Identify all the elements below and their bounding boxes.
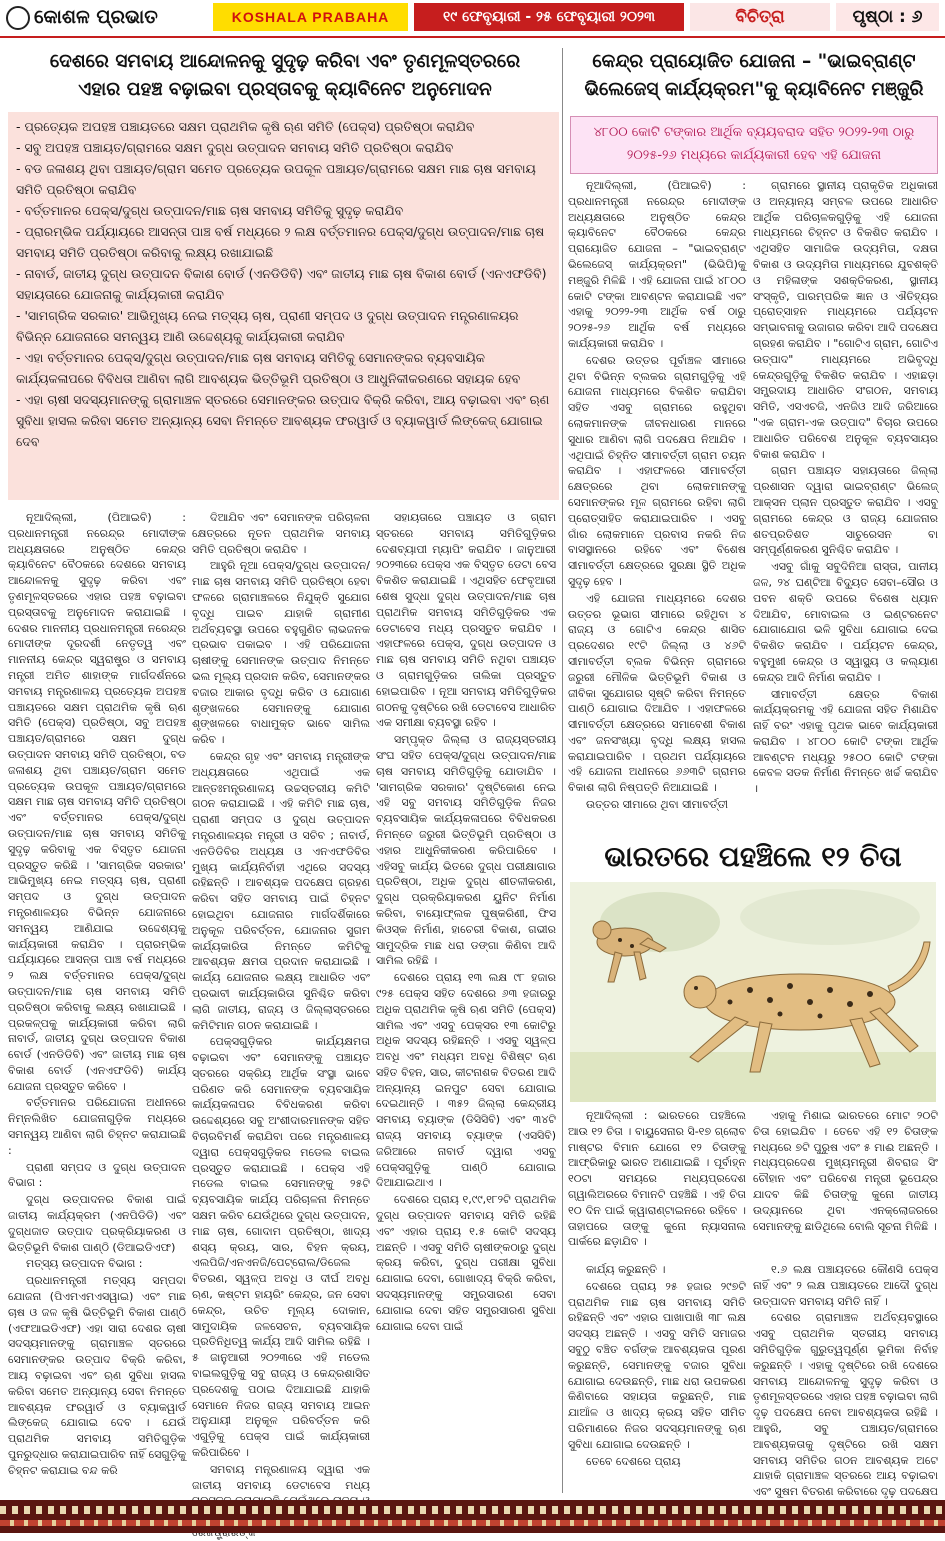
highlight-item: - ଏହା ବର୍ତ୍ତମାନର ପେକ୍ସ/ଦୁଗ୍ଧ ଉତ୍ପାଦନ/ମାଛ ଚାଷ ସମବାୟ ସମିତିକୁ ସେମାନଙ୍କର ବ୍ୟବସାୟିକ କାର୍ଯ୍ୟକଳାପରେ ବିବିଧତା ଆଣିବା ଲାଗି ଆବଶ୍ୟକ ଭିତ୍ତିଭୂମି ପ୍ରତିଷ୍ଠା ଓ ଆଧୁନିକୀକରଣରେ ସହାୟକ ହେବ xyxy=(16,350,521,386)
story2-subheadline: ୪୮୦୦ କୋଟି ଟଙ୍କାର ଆର୍ଥିକ ବ୍ୟୟବରାଦ ସହିତ ୨୦୨୨-୨୩ ଠାରୁ ୨୦୨୫-୨୬ ମଧ୍ୟରେ କାର୍ଯ୍ୟକାରୀ ହେବ ଏହି ଯୋଜନା xyxy=(570,116,938,174)
story1-headline xyxy=(10,48,560,104)
story3-column-1 xyxy=(568,1108,746,1258)
cheetah-photo xyxy=(570,882,936,1102)
paragraph: ନୂଆଦିଲ୍ଲୀ : ଭାରତରେ ପହଞ୍ଚିଲେ ଆଉ ୧୨ ଚିତା । ବାୟୁସେନାର ସି-୧୭ ଗ୍ଲୋବ ମାଷ୍ଟର ବିମାନ ଯୋଗେ ୧୨ ଚିତାଙ୍କୁ ଆଫ୍ରିକାରୁ ଭାରତ ଅଣାଯାଇଛି । ପୂର୍ବାହ୍ନ ୧୦ଟା ସମୟରେ ମଧ୍ୟପ୍ରଦେଶ ଗ୍ୱାଲିଅରରେ ବିମାନଟି ପହଞ୍ଚିଛି । ଏହି ଚିତା ୧୦ ଦିନ ପାଇଁ କ୍ୱାରାଣ୍ଟାଇନରେ ରହିବେ । ତାହାପରେ ତାଙ୍କୁ କୁନୋ ନ୍ୟାସନାଲ ପାର୍କରେ ଛଡ଼ାଯିବ । xyxy=(568,1109,746,1249)
highlight-item: - ସବୁ ଅପହଞ୍ଚ ପଞ୍ଚାୟତ/ଗ୍ରାମରେ ସକ୍ଷମ ଦୁଗ୍ଧ ଉତ୍ପାଦନ ସମବାୟ ସମିତି ପ୍ରତିଷ୍ଠା କରାଯିବ xyxy=(16,140,454,155)
decorative-footer-border xyxy=(0,1500,945,1533)
paragraph: ତେବେ ଦେଶରେ ପ୍ରାୟ xyxy=(586,1454,681,1468)
paragraph: ଦେଶରେ ପ୍ରାୟ ୧୩ ଲକ୍ଷ ୯୮ ହଜାର ୯୨୫ ପେକ୍ସ ସହିତ ଦେଶରେ ୬୩ ହଜାରରୁ ଅଧିକ ପ୍ରାଥମିକ କୃଷି ଋଣ ସମିତି (ପେକ୍ସ) ସାମିଲ ଏବଂ ଏସବୁ ପେକ୍ସର ୧୩ କୋଟିରୁ ଅଧିକ ସଦସ୍ୟ ରହିଛନ୍ତି । ଏସବୁ ସ୍ୱଳ୍ପ ଅବଧି ଏବଂ ମଧ୍ୟମ ଅବଧି ବିଶିଷ୍ଟ ଋଣ ସହିତ ବିହନ, ସାର, କୀଟନାଶକ ବିତରଣ ଆଦି ଅନ୍ୟାନ୍ୟ ଇନପୁଟ ସେବା ଯୋଗାଇ ଦେଇଥାନ୍ତି । ୩୫୨ ଜିଲ୍ଲା କେନ୍ଦ୍ରୀୟ ସମବାୟ ବ୍ୟାଙ୍କ (ଡିସିସିବି) ଏବଂ ୩୪ଟି ରାଜ୍ୟ ସମବାୟ ବ୍ୟାଙ୍କ (ଏସସିବି) ଜରିଆରେ ନାବାର୍ଡ ଦ୍ୱାରା ଏସବୁ ପେକ୍ସଗୁଡ଼ିକୁ ପାଣ୍ଠି ଯୋଗାଇ ଦିଆଯାଇଥାଏ । xyxy=(376,971,556,1190)
paragraph: ଦିଆଯିବ ଏବଂ ସେମାନଙ୍କ ପରିଚାଳନା କ୍ଷେତ୍ରରେ ନୂତନ ପ୍ରାଥମିକ ସମବାୟ ସମିତି ପ୍ରତିଷ୍ଠା କରାଯିବ । xyxy=(192,511,370,556)
paragraph: ୧.୬ ଲକ୍ଷ ପଞ୍ଚାୟତରେ କୌଣସି ପେକ୍ସ ନାହିଁ ଏବଂ ୨ ଲକ୍ଷ ପଞ୍ଚାୟତରେ ଆଦୌ ଦୁଗ୍ଧ ଉତ୍ପାଦନ ସମବାୟ ସମିତି ନାହିଁ । xyxy=(753,1263,938,1308)
paragraph: କେନ୍ଦ୍ର ଗୃହ ଏବଂ ସମବାୟ ମନ୍ତ୍ରୀଙ୍କ ଅଧ୍ୟକ୍ଷତାରେ ଏଥିପାଇଁ ଏକ ଆନ୍ତଃମନ୍ତ୍ରଣାଳୟ ଉଚ୍ଚସ୍ତରୀୟ କମିଟି ଗଠନ କରାଯାଇଛି । ଏହି କମିଟି ମାଛ ଚାଷ, ପ୍ରାଣୀ ସମ୍ପଦ ଓ ଦୁଗ୍ଧ ଉତ୍ପାଦନ ମନ୍ତ୍ରଣାଳୟର ମନ୍ତ୍ରୀ ଓ ସଚିବ ; ନାବାର୍ଡ, ଏନଡିଡିବିର ଅଧ୍ୟକ୍ଷ ଓ ଏନଏଫଡିବିର ମୁଖ୍ୟ କାର୍ଯ୍ୟନିର୍ବାହୀ ଏଥିରେ ସଦସ୍ୟ ରହିଛନ୍ତି । ଆବଶ୍ୟକ ପଦକ୍ଷେପ ଗ୍ରହଣ କରିବା ସହିତ ସମବାୟ ପାଇଁ ଚିହ୍ନଟ ହୋଇଥିବା ଯୋଜନାର ମାର୍ଗଦର୍ଶିକାରେ ଅନୁକୂଳ ପରିବର୍ତ୍ତନ, ଯୋଜନାର ସୁଗମ କାର୍ଯ୍ୟକାରିତା ନିମନ୍ତେ କମିଟିକୁ ଆବଶ୍ୟକ କ୍ଷମତା ପ୍ରଦାନ କରାଯାଇଛି । କାର୍ଯ୍ୟ ଯୋଜନାର ଲକ୍ଷ୍ୟ ଆଧାରିତ ଏବଂ ପ୍ରଭାବୀ କାର୍ଯ୍ୟକାରିତା ସୁନିଶ୍ଚିତ କରିବା ଲାଗି ଜାତୀୟ, ରାଜ୍ୟ ଓ ଜିଲ୍ଲାସ୍ତରରେ କମିଟିମାନ ଗଠନ କରାଯାଇଛି । xyxy=(192,749,370,1032)
newspaper-logo xyxy=(6,3,206,31)
story3-column-2 xyxy=(753,1108,938,1258)
section-name: ବିଚିତ୍ରା xyxy=(690,3,830,31)
paragraph: ପ୍ରାଣୀ ସମ୍ପଦ ଓ ଦୁଗ୍ଧ ଉତ୍ପାଦନ ବିଭାଗ : xyxy=(8,1160,186,1190)
masthead xyxy=(0,0,945,38)
story1-column-2 xyxy=(192,510,370,1495)
story1-continuation-column-1 xyxy=(568,1262,746,1494)
paragraph: ଗ୍ରାମ ପଞ୍ଚାୟତ ସହାୟତାରେ ଜିଲ୍ଲା ପ୍ରଶାସନ ଦ୍ୱାରା ଭାଇବ୍ରାଣ୍ଟ ଭିଲେଜ୍ ଆକ୍ସନ ପ୍ଲାନ ପ୍ରସ୍ତୁତ କରାଯିବ । ଏସବୁ ଗ୍ରାମରେ କେନ୍ଦ୍ର ଓ ରାଜ୍ୟ ଯୋଜନାର ଶତପ୍ରତିଶତ ସାଚୁରେସନ ବା ସମ୍ପୂର୍ଣ୍ଣକରଣ ସୁନିଶ୍ଚିତ କରାଯିବ । xyxy=(753,464,938,557)
story3-headline: ଭାରତରେ ପହଞ୍ଚିଲେ ୧୨ ଚିତା xyxy=(604,840,902,873)
column-divider xyxy=(562,48,563,1493)
paragraph: ସମ୍ପୃକ୍ତ ଜିଲ୍ଲା ଓ ରାଜ୍ୟସ୍ତରୀୟ ସଂଘ ସହିତ ପେକ୍ସ/ଦୁଗ୍ଧ ଉତ୍ପାଦନ/ମାଛ ଚାଷ ସମବାୟ ସମିତିଗୁଡ଼ିକୁ ଯୋଡାଯିବ । 'ସାମଗ୍ରିକ ସରକାର' ଦୃଷ୍ଟିକୋଣ ନେଇ ଏହି ସବୁ ସମବାୟ ସମିତିଗୁଡ଼ିକ ନିଜର ବ୍ୟବସାୟିକ କାର୍ଯ୍ୟକଳାପରେ ବିବିଧକରଣ ନିମନ୍ତେ ଜରୁରୀ ଭିତ୍ତିଭୂମି ପ୍ରତିଷ୍ଠା ଓ ଏହାର ଆଧୁନିକୀକରଣ କରିପାରିବେ । ଏହିସବୁ କାର୍ଯ୍ୟ ଭିତରେ ଦୁଗ୍ଧ ପରୀକ୍ଷାଗାର ପ୍ରତିଷ୍ଠା, ଅଧିକ ଦୁଗ୍ଧ ଶୀତଳୀକରଣ, ଦୁଗ୍ଧ ପ୍ରକ୍ରିୟାକରଣ ୟୁନିଟ ନିର୍ମାଣ କରିବା, ବାୟୋଫ୍ଲକ ପୁଷ୍କରିଣୀ, ଫିସ କିଓସ୍କ ନିର୍ମାଣ, ହାଚେରୀ ବିକାଶ, ଗଭୀର ସାମୁଦ୍ରିକ ମାଛ ଧରା ଡଙ୍ଗା କିଣିବା ଆଦି ସାମିଲ ରହିଛି । xyxy=(376,733,556,968)
paragraph: ଆହୁରି ନୂଆ ପେକ୍ସ/ଦୁଗ୍ଧ ଉତ୍ପାଦନ/ମାଛ ଚାଷ ସମବାୟ ସମିତି ପ୍ରତିଷ୍ଠା ହେବା ଫଳରେ ଗ୍ରାମାଞ୍ଚଳରେ ନିଯୁକ୍ତି ସୁଯୋଗ ବୃଦ୍ଧି ପାଇବ ଯାହାକି ଗ୍ରାମୀଣ ଅର୍ଥବ୍ୟବସ୍ଥା ଉପରେ ବହୁଗୁଣିତ ଲାଭଜନକ ପ୍ରଭାବ ପକାଇବ । ଏହି ପରିଯୋଜନା ଚାଷୀଙ୍କୁ ସେମାନଙ୍କ ଉତ୍ପାଦ ନିମନ୍ତେ ଭଲ ମୂଲ୍ୟ ପ୍ରଦାନ କରିବ, ସେମାନଙ୍କର ବଜାର ଆକାର ବୃଦ୍ଧି କରିବ ଓ ଯୋଗାଣ ଶୃଙ୍ଖଳରେ ସେମାନଙ୍କୁ ଯୋଗାଣ ଶୃଙ୍ଖଳରେ ବାଧାମୁକ୍ତ ଭାବେ ସାମିଲ କରିବ । xyxy=(192,559,370,747)
paragraph: ଦେଶରେ ପ୍ରାୟ ୨୫ ହଜାର ୨୯୭ଟି ପ୍ରାଥମିକ ମାଛ ଚାଷ ସମବାୟ ସମିତି ରହିଛନ୍ତି ଏବଂ ଏହାର ପାଖାପାଖି ୩୮ ଲକ୍ଷ ସଦସ୍ୟ ଅଛନ୍ତି । ଏସବୁ ସମିତି ସମାଜର ସବୁଠୁ ବଞ୍ଚିତ ବର୍ଗଙ୍କ ଆବଶ୍ୟକତା ପୂରଣ କରୁଛନ୍ତି, ସେମାନଙ୍କୁ ବଜାର ସୁବିଧା ଯୋଗାଇ ଦେଉଛନ୍ତି, ମାଛ ଧରା ଉପକରଣ କିଣିବାରେ ସହାୟତା କରୁଛନ୍ତି, ମାଛ ଯାଆଁଳ ଓ ଖାଦ୍ୟ କ୍ରୟ ସହିତ ସୀମିତ ପରିମାଣରେ ନିଜର ସଦସ୍ୟମାନଙ୍କୁ ଋଣ ସୁବିଧା ଯୋଗାଇ ଦେଉଛନ୍ତି । xyxy=(568,1279,746,1451)
paragraph: ଦେଶର ଗ୍ରାମାଞ୍ଚଳ ଅର୍ଥବ୍ୟବସ୍ଥାରେ ଏସବୁ ପ୍ରାଥମିକ ସ୍ତରୀୟ ସମବାୟ ସମିତିଗୁଡ଼ିକ ଗୁରୁତ୍ୱପୂର୍ଣ୍ଣ ଭୂମିକା ନିର୍ବାହ କରୁଛନ୍ତି । ଏହାକୁ ଦୃଷ୍ଟିରେ ରଖି ଦେଶରେ ସମବାୟ ଆନ୍ଦୋଳନକୁ ସୁଦୃଢ଼ କରିବା ଓ ତୃଣମୂଳସ୍ତରରେ ଏହାର ପହଞ୍ଚ ବଢ଼ାଇବା ଲାଗି ଦୃଢ଼ ପଦକ୍ଷେପ ନେବା ଆବଶ୍ୟକତା ରହିଛି । ଆହୁରି, ସବୁ ପଞ୍ଚାୟତ/ଗ୍ରାମରେ ଆବଶ୍ୟକତାକୁ ଦୃଷ୍ଟିରେ ରଖି ସକ୍ଷମ ସମବାୟ ସମିତିର ଗଠନ ଆବଶ୍ୟକ ଅଟେ ଯାହାକି ଗ୍ରାମାଞ୍ଚଳ ସ୍ତରରେ ଆୟ ବଢ଼ାଇବା ଏବଂ ସୁଷମ ବିତରଣ କରିବାରେ ଦୃଢ଼ ପଦକ୍ଷେପ xyxy=(753,1311,938,1499)
brand-name: KOSHALA PRABAHA xyxy=(213,3,408,31)
story1-column-3 xyxy=(376,510,556,1495)
highlight-item: - ବଡ ଜଳାଶୟ ଥିବା ପଞ୍ଚାୟତ/ଗ୍ରାମ ସମେତ ପ୍ରତ୍ୟେକ ଉପକୂଳ ପଞ୍ଚାୟତ/ଗ୍ରାମରେ ସକ୍ଷମ ମାଛ ଚାଷ ସମବାୟ ସମିତି ପ୍ରତିଷ୍ଠା କରାଯିବ xyxy=(16,161,536,197)
paragraph: ଦେଶର ଉତ୍ତର ପୂର୍ବାଞ୍ଚଳ ସୀମାରେ ଥିବା ବିଭିନ୍ନ ବ୍ଲକର ଗ୍ରାମଗୁଡ଼ିକୁ ଏହି ଯୋଜନା ମାଧ୍ୟମରେ ବିକଶିତ କରାଯିବା ସହିତ ଏସବୁ ଗ୍ରାମରେ ରହୁଥିବା ଲୋକମାନଙ୍କ ଜୀବନଧାରଣ ମାନରେ ସୁଧାର ଆଣିବା ଲାଗି ପଦକ୍ଷେପ ନିଆଯିବ । ଏଥିପାଇଁ ଚିହ୍ନିତ ସୀମାବର୍ତ୍ତୀ ଗ୍ରାମ ଚୟନ କରାଯିବ । ଏହାଫଳରେ ସୀମାବର୍ତ୍ତୀ କ୍ଷେତ୍ରରେ ଥିବା ଲୋକମାନଙ୍କୁ ସେମାନଙ୍କର ମୂଳ ଗ୍ରାମରେ ରହିବା ଲାଗି ପ୍ରୋତ୍ସାହିତ କରାଯାଇପାରିବ । ଏସବୁ ଗାଁର ଲୋକମାନେ ପ୍ରବାସ ନକରି ନିଜ ବାସସ୍ଥାନରେ ରହିବେ ଏବଂ ବିଶେଷ ସୀମାବର୍ତ୍ତୀ କ୍ଷେତ୍ରରେ ସୁରକ୍ଷା ସ୍ଥିତି ଅଧିକ ସୁଦୃଢ଼ ହେବ । xyxy=(568,353,746,588)
logo-text: କୋଶଳ ପ୍ରଭାତ xyxy=(34,6,158,28)
highlight-item: - ବର୍ତ୍ତମାନର ପେକ୍ସ/ଦୁଗ୍ଧ ଉତ୍ପାଦନ/ମାଛ ଚାଷ ସମବାୟ ସମିତିକୁ ସୁଦୃଢ଼ କରାଯିବ xyxy=(16,203,404,218)
highlight-item: - ନାବାର୍ଡ, ଜାତୀୟ ଦୁଗ୍ଧ ଉତ୍ପାଦନ ବିକାଶ ବୋର୍ଡ (ଏନଡିଡିବି) ଏବଂ ଜାତୀୟ ମାଛ ଚାଷ ବିକାଶ ବୋର୍ଡ (ଏନଏଫଡିବି) ସହାୟତାରେ ଯୋଜନାକୁ କାର୍ଯ୍ୟକାରୀ କରାଯିବ xyxy=(16,266,547,302)
story1-highlights-box xyxy=(8,112,559,500)
paragraph: ଉତ୍ତର ସୀମାରେ ଥିବା ସୀମାବର୍ତ୍ତୀ xyxy=(586,798,728,812)
story1-continuation-column-2 xyxy=(753,1262,938,1499)
paragraph: ମତ୍ସ୍ୟ ଉତ୍ପାଦନ ବିଭାଗ : xyxy=(26,1257,143,1271)
story2-column-1 xyxy=(568,178,746,826)
paragraph: ଦେଶରେ ପ୍ରାୟ ୧,୯୯,୧୮୨ଟି ପ୍ରାଥମିକ ଦୁଗ୍ଧ ଉତ୍ପାଦନ ସମବାୟ ସମିତି ରହିଛି ଏବଂ ଏହାର ପ୍ରାୟ ୧.୫ କୋଟି ସଦସ୍ୟ ଅଛନ୍ତି । ଏସବୁ ସମିତି ଚାଷୀଙ୍କଠାରୁ ଦୁଗ୍ଧ କ୍ରୟ କରିବା, ଦୁଗ୍ଧ ପରୀକ୍ଷା ସୁବିଧା ଯୋଗାଇ ଦେବା, ଗୋଖାଦ୍ୟ ବିକ୍ରି କରିବା, ସଦସ୍ୟମାନଙ୍କୁ ସମ୍ପ୍ରସାରଣ ସେବା ଯୋଗାଇ ଦେବା ସହିତ ସମ୍ପ୍ରସାରଣ ସୁବିଧା ଯୋଗାଇ ଦେବା ପାଇଁ xyxy=(376,1193,556,1333)
highlight-item: - ପ୍ରତ୍ୟେକ ଅପହଞ୍ଚ ପଞ୍ଚାୟତରେ ସକ୍ଷମ ପ୍ରାଥମିକ କୃଷି ଋଣ ସମିତି (ପେକ୍ସ) ପ୍ରତିଷ୍ଠା କରାଯିବ xyxy=(16,119,475,134)
paragraph: କାର୍ଯ୍ୟ କରୁଛନ୍ତି । xyxy=(586,1263,666,1276)
issue-dates: ୧୯ ଫେବୃୟାରୀ - ୨୫ ଫେବୃୟାରୀ ୨୦୨୩ xyxy=(414,3,684,31)
highlight-item: - ପ୍ରାରମ୍ଭିକ ପର୍ଯ୍ୟାୟରେ ଆସନ୍ତା ପାଞ୍ଚ ବର୍ଷ ମଧ୍ୟରେ ୨ ଲକ୍ଷ ବର୍ତ୍ତମାନର ପେକ୍ସ/ଦୁଗ୍ଧ ଉତ୍ପାଦନ/ମାଛ ଚାଷ ସମବାୟ ସମିତି ପ୍ରତିଷ୍ଠା କରିବାକୁ ଲକ୍ଷ୍ୟ ରଖାଯାଇଛି xyxy=(16,224,545,260)
highlight-item: - ଏହା ଚାଷୀ ସଦସ୍ୟମାନଙ୍କୁ ଗ୍ରାମାଞ୍ଚଳ ସ୍ତରରେ ସେମାନଙ୍କର ଉତ୍ପାଦ ବିକ୍ରି କରିବା, ଆୟ ବଢ଼ାଇବା ଏବଂ ଋଣ ସୁବିଧା ହାସଲ କରିବା ସମେତ ଅନ୍ୟାନ୍ୟ ସେବା ନିମନ୍ତେ ଆବଶ୍ୟକ ଫରୱାର୍ଡ ଓ ବ୍ୟାକୱାର୍ଡ ଲିଙ୍କେଜ୍ ଯୋଗାଇ ଦେବ xyxy=(16,392,550,449)
story2-column-2 xyxy=(753,178,938,826)
paragraph: ପ୍ରଧାନମନ୍ତ୍ରୀ ମତ୍ସ୍ୟ ସମ୍ପଦା ଯୋଜନା (ପିଏମଏମଏସୱାଇ) ଏବଂ ମାଛ ଚାଷ ଓ ଜଳ କୃଷି ଭିତ୍ତିଭୂମି ବିକାଶ ପାଣ୍ଠି (ଏଫଆଇଡିଏଫ) ଏହା ସାରା ଦେଶର ଚାଷୀ ସଦସ୍ୟମାନଙ୍କୁ ଗ୍ରାମାଞ୍ଚଳ ସ୍ତରରେ ସେମାନଙ୍କର ଉତ୍ପାଦ ବିକ୍ରି କରିବା, ଆୟ ବଢ଼ାଇବା ଏବଂ ଋଣ ସୁବିଧା ହାସଲ କରିବା ସମେତ ଅନ୍ୟାନ୍ୟ ସେବା ନିମନ୍ତେ ଆବଶ୍ୟକ ଫରୱାର୍ଡ ଓ ବ୍ୟାକୱାର୍ଡ ଲିଙ୍କେଜ୍ ଯୋଗାଇ ଦେବ । ଯେଉଁ ପ୍ରାଥମିକ ସମବାୟ ସମିତିଗୁଡ଼ିକ ପୁନରୁଦ୍ଧାର କରାଯାଇପାରିବ ନାହିଁ ସେଗୁଡ଼ିକୁ ଚିହ୍ନଟ କରାଯାଇ ବନ୍ଦ କରି xyxy=(8,1274,186,1477)
story2-headline xyxy=(568,48,940,104)
paragraph: ଗ୍ରାମରେ ସ୍ଥାନୀୟ ପ୍ରାକୃତିକ ଅଧିକାରୀ ଓ ଅନ୍ୟାନ୍ୟ ସମ୍ବଳ ଉପରେ ଆଧାରିତ ଆର୍ଥିକ ପରିଚାଳକଗୁଡ଼ିକୁ ଏହି ଯୋଜନା ମାଧ୍ୟମରେ ଚିହ୍ନଟ ଓ ବିକଶିତ କରାଯିବ । ଏଥିସହିତ ସାମାଜିକ ଉଦ୍ୟମିତା, ଦକ୍ଷତା ବିକାଶ ଓ ଉଦ୍ୟମିତା ମାଧ୍ୟମରେ ଯୁବଶକ୍ତି ଓ ମହିଳାଙ୍କ ସଶକ୍ତିକରଣ, ସ୍ଥାନୀୟ ସଂସ୍କୃତି, ପାରମ୍ପରିକ ଜ୍ଞାନ ଓ ଐତିହ୍ୟର ପ୍ରୋତ୍ସାହନ ମାଧ୍ୟମରେ ପର୍ଯ୍ୟଟନ ସମ୍ଭାବନାକୁ ଉଜାଗର କରିବା ଆଦି ପଦକ୍ଷେପ ଗ୍ରହଣ କରାଯିବ । "ଗୋଟିଏ ଗ୍ରାମ, ଗୋଟିଏ ଉତ୍ପାଦ" ମାଧ୍ୟମରେ ଅଭିବୃଦ୍ଧି କେନ୍ଦ୍ରଗୁଡ଼ିକୁ ବିକଶିତ କରାଯିବ । ଏହାଛଡ଼ା ସମ୍ପ୍ରଦାୟ ଆଧାରିତ ସଂଗଠନ, ସମବାୟ ସମିତି, ଏସଏଚଜି, ଏନଜିଓ ଆଦି ଜରିଆରେ "ଏକ ଗ୍ରାମ-ଏକ ଉତ୍ପାଦ" ବିଚାର ଉପରେ ଆଧାରିତ ପରିବେଶ ଅନୁକୂଳ ବ୍ୟବସାୟର ବିକାଶ କରାଯିବ । xyxy=(753,179,938,461)
page-number: ପୃଷ୍ଠା : ୬ xyxy=(836,3,939,31)
paragraph: ଏହି ଯୋଜନା ମାଧ୍ୟମରେ ଦେଶର ଉତ୍ତର ଭୂଭାଗ ସୀମାରେ ରହିଥିବା ୪ ରାଜ୍ୟ ଓ ଗୋଟିଏ କେନ୍ଦ୍ର ଶାସିତ ପ୍ରଦେଶର ୧୯ଟି ଜିଲ୍ଲା ଓ ୪୬ଟି ସୀମାବର୍ତ୍ତୀ ବ୍ଲକ ବିଭିନ୍ନ ଗ୍ରାମରେ ଜରୁରୀ ମୌଳିକ ଭିତ୍ତିଭୂମି ବିକାଶ ଓ ଜୀବିକା ସୁଯୋଗର ସୃଷ୍ଟି କରିବା ନିମନ୍ତେ ପାଣ୍ଠି ଯୋଗାଇ ଦିଆଯିବ । ଏହାଫଳରେ ସୀମାବର୍ତ୍ତୀ କ୍ଷେତ୍ରରେ ସମାବେଶୀ ବିକାଶ ଏବଂ ଜନସଂଖ୍ୟା ବୃଦ୍ଧି ଲକ୍ଷ୍ୟ ହାସଲ କରାଯାଇପାରିବ । ପ୍ରଥମ ପର୍ଯ୍ୟାୟରେ ଏହି ଯୋଜନା ଅଧୀନରେ ୬୬୩ଟି ଗ୍ରାମର ବିକାଶ ଲାଗି ନିଷ୍ପତ୍ତି ନିଆଯାଇଛି । xyxy=(568,591,746,795)
footer-pattern-band xyxy=(0,1520,945,1526)
paragraph: ଦୁଗ୍ଧ ଉତ୍ପାଦନର ବିକାଶ ପାଇଁ ଜାତୀୟ କାର୍ଯ୍ୟକ୍ରମ (ଏନପିଡିଡି) ଏବଂ ଦୁଗ୍ଧଜାତ ଉତ୍ପାଦ ପ୍ରକ୍ରିୟାକରଣ ଓ ଭିତ୍ତିଭୂମି ବିକାଶ ପାଣ୍ଠି (ଡିଆଇଡିଏଫ) xyxy=(8,1193,186,1254)
paragraph: ବର୍ତ୍ତମାନର ପରିଯୋଜନା ଅଧୀନରେ ନିମ୍ନଲିଖିତ ଯୋଜନାଗୁଡ଼ିକ ମଧ୍ୟରେ ସମନ୍ୱୟ ଆଣିବା ଲାଗି ଚିହ୍ନଟ କରାଯାଇଛି : xyxy=(8,1096,186,1157)
paragraph: ପେକ୍ସଗୁଡ଼ିକର କାର୍ଯ୍ୟକ୍ଷମତା ବଢ଼ାଇବା ଏବଂ ସେମାନଙ୍କୁ ପଞ୍ଚାୟତ ସ୍ତରରେ ସକ୍ରିୟ ଆର୍ଥିକ ସଂସ୍ଥା ଭାବେ ପରିଣତ କରି ସେମାନଙ୍କ ବ୍ୟବସାୟିକ କାର୍ଯ୍ୟକଳାପର ବିବିଧକରଣ କରିବା ଉଦ୍ଦେଶ୍ୟରେ ସବୁ ଅଂଶୀଦାରମାନଙ୍କ ସହିତ ବିଚାରବିମର୍ଶ କରାଯିବା ପରେ ମନ୍ତ୍ରଣାଳୟ ଦ୍ୱାରା ପେକ୍ସଗୁଡ଼ିକର ମଡେଲ ବାଇଲ ପ୍ରସ୍ତୁତ କରାଯାଇଛି । ପେକ୍ସ ଏହି ମଡେଲ ବାଇଲ ସେମାନଙ୍କୁ ୨୫ଟି ବ୍ୟବସାୟିକ କାର୍ଯ୍ୟ ପରିଚାଳନା ନିମନ୍ତେ ସକ୍ଷମ କରିବ ଯେଉଁଥିରେ ଦୁଗ୍ଧ ଉତ୍ପାଦନ, ମାଛ ଚାଷ, ଗୋଦାମ ପ୍ରତିଷ୍ଠା, ଖାଦ୍ୟ ଶସ୍ୟ କ୍ରୟ, ସାର, ବିହନ କ୍ରୟ, ଏଲପିଜି/ଏନଏନଜି/ପେଟ୍ରୋଲ/ଡିଜେଲ ବିତରଣ, ସ୍ୱଳ୍ପ ଅବଧି ଓ ଦୀର୍ଘ ଅବଧି ଋଣ, କଷ୍ଟମ ହାୟରିଂ କେନ୍ଦ୍ର, ଜନ ସେବା କେନ୍ଦ୍ର, ଉଚିତ ମୂଲ୍ୟ ଦୋକାନ, ସାମୁଦାୟିକ ଜଳସେଚନ, ବ୍ୟବସାୟିକ ପ୍ରତିନିଧିତ୍ୱ କାର୍ଯ୍ୟ ଆଦି ସାମିଲ ରହିଛି । ୫ ଜାନୁଆରୀ ୨୦୨୩ରେ ଏହି ମଡେଲ ବାଇଲଗୁଡ଼ିକୁ ସବୁ ରାଜ୍ୟ ଓ କେନ୍ଦ୍ରଶାସିତ ପ୍ରଦେଶକୁ ପଠାଇ ଦିଆଯାଇଛି ଯାହାକି ସେମାନେ ନିଜର ରାଜ୍ୟ ସମବାୟ ଆଇନ ଅନୁଯାୟୀ ଅନୁକୂଳ ପରିବର୍ତ୍ତନ କରି ଏଗୁଡ଼ିକୁ ପେକ୍ସ ପାଇଁ କାର୍ଯ୍ୟକାରୀ କରିପାରିବେ । xyxy=(192,1035,370,1460)
story1-headline-line1: ଦେଶରେ ସମବାୟ ଆନ୍ଦୋଳନକୁ ସୁଦୃଢ଼ କରିବା ଏବଂ ତୃଣମୂଳସ୍ତରରେ xyxy=(49,51,521,72)
paragraph: ସମବାୟ ମନ୍ତ୍ରଣାଳୟ ଦ୍ୱାରା ଏକ ଜାତୀୟ ସମବାୟ ଡେଟାବେସ ମଧ୍ୟ xyxy=(192,1462,370,1492)
story2-headline-line1: କେନ୍ଦ୍ର ପ୍ରାୟୋଜିତ ଯୋଜନା – "ଭାଇବ୍ରାଣ୍ଟ xyxy=(592,51,916,72)
paragraph: ଏସବୁ ଗାଁକୁ ସବୁଦିନିଆ ରାସ୍ତା, ପାନୀୟ ଜଳ, ୨୪ ଘଣ୍ଟିଆ ବିଦ୍ୟୁତ ସେବା–ସୌର ଓ ପବନ ଶକ୍ତି ଉପରେ ବିଶେଷ ଧ୍ୟାନ ଦିଆଯିବ, ମୋବାଇଲ ଓ ଇଣ୍ଟରନେଟ ଯୋଗାଯୋଗ ଭଳି ସୁବିଧା ଯୋଗାଇ ଦେଇ ବିକଶିତ କରାଯିବ । ପର୍ଯ୍ୟଟନ କେନ୍ଦ୍ର, ବହୁମୁଖୀ କେନ୍ଦ୍ର ଓ ସ୍ୱାସ୍ଥ୍ୟ ଓ କଲ୍ୟାଣ କେନ୍ଦ୍ର ଆଦି ନିର୍ମାଣ କରାଯିବ । xyxy=(753,560,938,684)
paragraph: ନୂଆଦିଲ୍ଲୀ, (ପିଆଇବି) : ପ୍ରଧାନମନ୍ତ୍ରୀ ନରେନ୍ଦ୍ର ମୋଦୀଙ୍କ ଅଧ୍ୟକ୍ଷତାରେ ଅନୁଷ୍ଠିତ କେନ୍ଦ୍ର କ୍ୟାବିନେଟ ବୈଠକରେ ଦେଶରେ ସମବାୟ ଆନ୍ଦୋଳନକୁ ସୁଦୃଢ଼ କରିବା ଏବଂ ତୃଣମୂଳସ୍ତରରେ ଏହାର ପହଞ୍ଚ ବଢ଼ାଇବା ପ୍ରସ୍ତାବକୁ ଅନୁମୋଦନ କରାଯାଇଛି । ଦେଶର ମାନନୀୟ ପ୍ରଧାନମନ୍ତ୍ରୀ ନରେନ୍ଦ୍ର ମୋଦୀଙ୍କ ଦୂରଦର୍ଶୀ ନେତୃତ୍ୱ ଏବଂ ମାନନୀୟ କେନ୍ଦ୍ର ସ୍ୱରାଷ୍ଟ୍ର ଓ ସମବାୟ ମନ୍ତ୍ରୀ ଅମିତ ଶାହାଙ୍କ ମାର୍ଗଦର୍ଶନରେ ସମବାୟ ମନ୍ତ୍ରଣାଳୟ ପ୍ରତ୍ୟେକ ଅପହଞ୍ଚ ପଞ୍ଚାୟତରେ ସକ୍ଷମ ପ୍ରାଥମିକ କୃଷି ଋଣ ସମିତି (ପେକ୍ସ) ପ୍ରତିଷ୍ଠା, ସବୁ ଅପହଞ୍ଚ ପଞ୍ଚାୟତ/ଗ୍ରାମରେ ସକ୍ଷମ ଦୁଗ୍ଧ ଉତ୍ପାଦନ ସମବାୟ ସମିତି ପ୍ରତିଷ୍ଠା, ବଡ ଜଳାଶୟ ଥିବା ପଞ୍ଚାୟତ/ଗ୍ରାମ ସମେତ ପ୍ରତ୍ୟେକ ଉପକୂଳ ପଞ୍ଚାୟତ/ଗ୍ରାମରେ ସକ୍ଷମ ମାଛ ଚାଷ ସମବାୟ ସମିତି ପ୍ରତିଷ୍ଠା ଏବଂ ବର୍ତ୍ତମାନର ପେକ୍ସ/ଦୁଗ୍ଧ ଉତ୍ପାଦନ/ମାଛ ଚାଷ ସମବାୟ ସମିତିକୁ ସୁଦୃଢ଼ କରିବାକୁ ଏକ ବିସ୍ତୃତ ଯୋଜନା ପ୍ରସ୍ତୁତ କରିଛି । 'ସାମଗ୍ରିକ ସରକାର' ଆଭିମୁଖ୍ୟ ନେଇ ମତ୍ସ୍ୟ ଚାଷ, ପ୍ରାଣୀ ସମ୍ପଦ ଓ ଦୁଗ୍ଧ ଉତ୍ପାଦନ ମନ୍ତ୍ରଣାଳୟର ବିଭିନ୍ନ ଯୋଜନାରେ ସମନ୍ୱୟ ଆଣିଯାଇ ଉଦ୍ଦେଶ୍ୟକୁ କାର୍ଯ୍ୟକାରୀ କରାଯିବ । ପ୍ରାରମ୍ଭିକ ପର୍ଯ୍ୟାୟରେ ଆସନ୍ତା ପାଞ୍ଚ ବର୍ଷ ମଧ୍ୟରେ ୨ ଲକ୍ଷ ବର୍ତ୍ତମାନର ପେକ୍ସ/ଦୁଗ୍ଧ ଉତ୍ପାଦନ/ମାଛ ଚାଷ ସମବାୟ ସମିତି ପ୍ରତିଷ୍ଠା କରିବାକୁ ଲକ୍ଷ୍ୟ ରଖାଯାଇଛି । ପ୍ରକଳ୍ପକୁ କାର୍ଯ୍ୟକାରୀ କରିବା ଲାଗି ନାବାର୍ଡ, ଜାତୀୟ ଦୁଗ୍ଧ ଉତ୍ପାଦନ ବିକାଶ ବୋର୍ଡ (ଏନଡିଡିବି) ଏବଂ ଜାତୀୟ ମାଛ ଚାଷ ବିକାଶ ବୋର୍ଡ (ଏନଏଫଡିବି) କାର୍ଯ୍ୟ ଯୋଜନା ପ୍ରସ୍ତୁତ କରିବେ । xyxy=(8,511,186,1093)
story1-headline-line2: ଏହାର ପହଞ୍ଚ ବଢ଼ାଇବା ପ୍ରସ୍ତାବକୁ କ୍ୟାବିନେଟ ଅନୁମୋଦନ xyxy=(78,79,492,100)
paragraph: ନୂଆଦିଲ୍ଲୀ, (ପିଆଇବି) : ପ୍ରଧାନମନ୍ତ୍ରୀ ନରେନ୍ଦ୍ର ମୋଦୀଙ୍କ ଅଧ୍ୟକ୍ଷତାରେ ଅନୁଷ୍ଠିତ କେନ୍ଦ୍ର କ୍ୟାବିନେଟ ବୈଠକରେ କେନ୍ଦ୍ର ପ୍ରାୟୋଜିତ ଯୋଜନା – "ଭାଇବ୍ରାଣ୍ଟ ଭିଲେଜେସ୍ କାର୍ଯ୍ୟକ୍ରମ" (ଭିଭିପି)କୁ ମଞ୍ଜୁରି ମିଳିଛି । ଏହି ଯୋଜନା ପାଇଁ ୪୮୦୦ କୋଟି ଟଙ୍କା ଆବଣ୍ଟନ କରାଯାଇଛି ଏବଂ ଏହାକୁ ୨୦୨୨-୨୩ ଆର୍ଥିକ ବର୍ଷ ଠାରୁ ୨୦୨୫-୨୬ ଆର୍ଥିକ ବର୍ଷ ମଧ୍ୟରେ କାର୍ଯ୍ୟକାରୀ କରାଯିବ । xyxy=(568,179,746,350)
logo-emblem-icon xyxy=(6,6,30,30)
paragraph: ସହାୟତାରେ ପଞ୍ଚାୟତ ଓ ଗ୍ରାମ ସ୍ତରରେ ସମବାୟ ସମିତିଗୁଡ଼ିକର ଦେଶବ୍ୟାପୀ ମ୍ୟାପିଂ କରାଯିବ । ଜାନୁଆରୀ ୨୦୨୩ରେ ପେକ୍ସ ଏକ ବିସ୍ତୃତ ଡେଟା ବେସ ବିକଶିତ କରାଯାଇଛି । ଏଥିସହିତ ଫେବୃଆରୀ ଶେଷ ସୁଦ୍ଧା ଦୁଗ୍ଧ ଉତ୍ପାଦନ/ମାଛ ଚାଷ ପ୍ରାଥମିକ ସମବାୟ ସମିତିଗୁଡ଼ିକର ଏକ ଡେଟାବେସ ମଧ୍ୟ ପ୍ରସ୍ତୁତ କରାଯିବ । ଏହାଫଳରେ ପେକ୍ସ, ଦୁଗ୍ଧ ଉତ୍ପାଦନ ଓ ମାଛ ଚାଷ ସମବାୟ ସମିତି ନଥିବା ପଞ୍ଚାୟତ ଓ ଗ୍ରାମଗୁଡ଼ିକର ତାଲିକା ପ୍ରସ୍ତୁତ ହୋଇପାରିବ । ନୂଆ ସମବାୟ ସମିତିଗୁଡ଼ିକର ଗଠନକୁ ଦୃଷ୍ଟିରେ ରଖି ଡେଟାବେସ ଆଧାରିତ ଏକ ସମୀକ୍ଷା ବ୍ୟବସ୍ଥା ରହିବ । xyxy=(376,511,556,730)
paragraph: ଏହାକୁ ମିଶାଇ ଭାରତରେ ମୋଟ ୨୦ଟି ଚିତା ହୋଇଯିବ । ତେବେ ଏହି ୧୨ ଚିତାଙ୍କ ମଧ୍ୟରେ ୭ଟି ପୁରୁଷ ଏବଂ ୫ ମାଈ ଅଛନ୍ତି । ମଧ୍ୟପ୍ରଦେଶ ମୁଖ୍ୟମନ୍ତ୍ରୀ ଶିବରାଜ ସିଂ ଚୌହାନ ଏବଂ ପରିବେଶ ମନ୍ତ୍ରୀ ଭୂପେନ୍ଦ୍ର ଯାଦବ କିଛି ଚିତାଙ୍କୁ କୁନୋ ଜାତୀୟ ଉଦ୍ୟାନରେ ଥିବା ଏନକ୍ଲୋଜରରେ ସେମାନଙ୍କୁ ଛାଡିଥିଲେ ବୋଲି ସୂଚନା ମିଳିଛି । xyxy=(753,1109,938,1233)
cheetah-illustration xyxy=(570,882,936,1102)
footer-pattern-band xyxy=(0,1506,945,1514)
highlight-item: - 'ସାମଗ୍ରିକ ସରକାର' ଆଭିମୁଖ୍ୟ ନେଇ ମତ୍ସ୍ୟ ଚାଷ, ପ୍ରାଣୀ ସମ୍ପଦ ଓ ଦୁଗ୍ଧ ଉତ୍ପାଦନ ମନ୍ତ୍ରଣାଳୟର ବିଭିନ୍ନ ଯୋଜନାରେ ସମନ୍ୱୟ ଆଣି ଉଦ୍ଦେଶ୍ୟକୁ କାର୍ଯ୍ୟକାରୀ କରାଯିବ xyxy=(16,308,519,344)
paragraph: ସୀମାବର୍ତ୍ତୀ କ୍ଷେତ୍ର ବିକାଶ କାର୍ଯ୍ୟକ୍ରମକୁ ଏହି ଯୋଜନା ସହିତ ମିଶାଯିବ ନାହିଁ ବରଂ ଏହାକୁ ପୃଥକ ଭାବେ କାର୍ଯ୍ୟକାରୀ କରାଯିବ । ୪୮୦୦ କୋଟି ଟଙ୍କା ଆର୍ଥିକ ଆବଣ୍ଟନ ମଧ୍ୟରୁ ୨୫୦୦ କୋଟି ଟଙ୍କା କେବଳ ସଡକ ନିର୍ମାଣ ନିମନ୍ତେ ଖର୍ଚ୍ଚ କରାଯିବ । xyxy=(753,687,938,796)
story1-column-1 xyxy=(8,510,186,1495)
story2-headline-line2: ଭିଲେଜେସ୍ କାର୍ଯ୍ୟକ୍ରମ"କୁ କ୍ୟାବିନେଟ ମଞ୍ଜୁରି xyxy=(584,79,924,100)
